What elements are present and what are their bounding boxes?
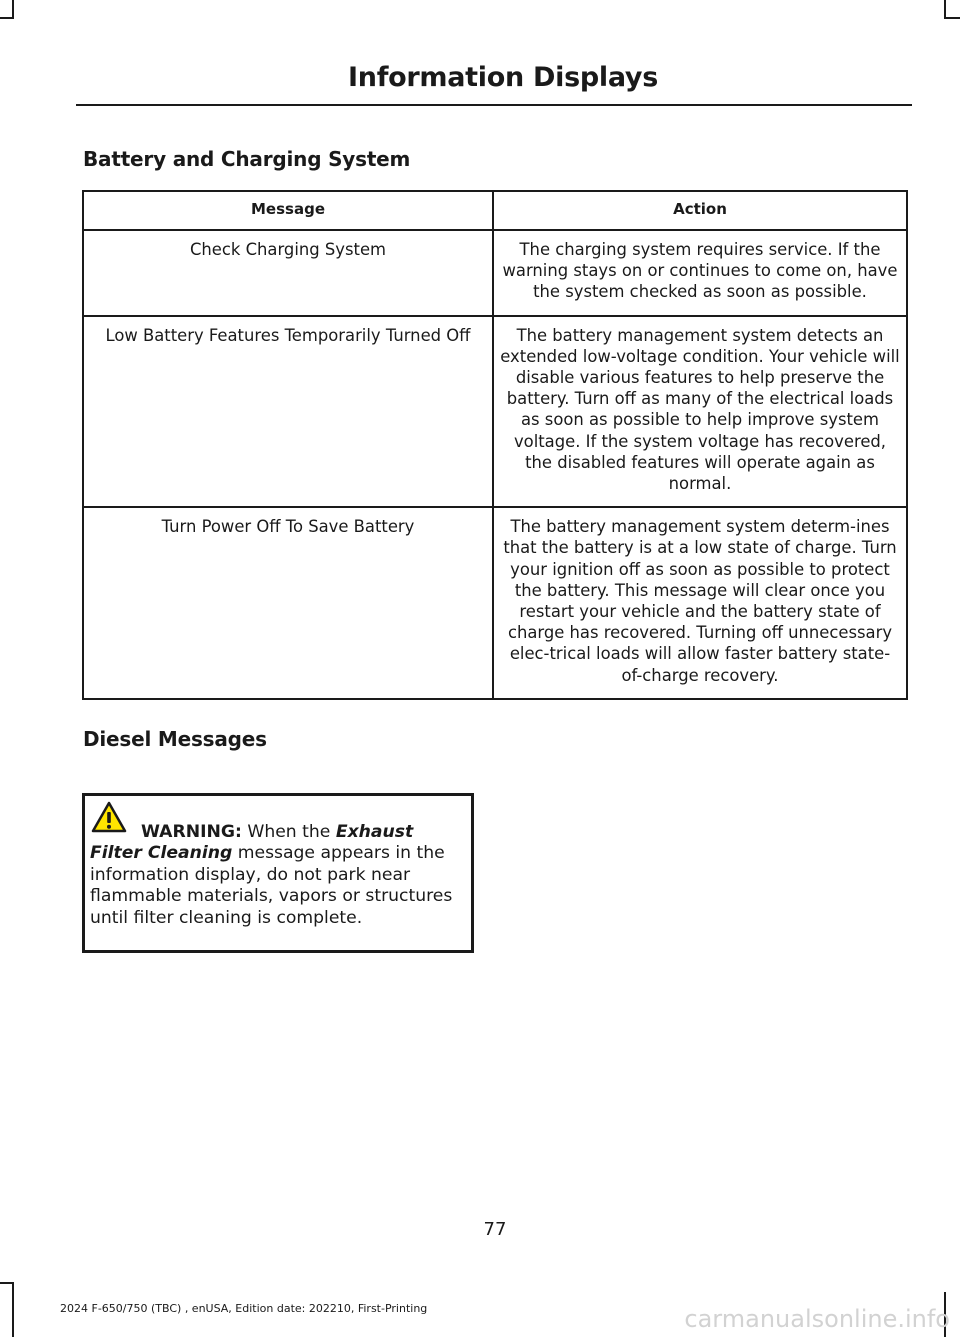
warning-triangle-icon bbox=[91, 801, 127, 833]
crop-mark bbox=[12, 1282, 14, 1337]
table-row bbox=[83, 507, 907, 699]
warning-text-after: message appears in the information display, do not park near flammable materials, vapors or structures until filter cleaning is complete. bbox=[90, 843, 453, 928]
action-cell: The charging system requires service. If the warning stays on or continues to come on, have the system checked as soon as possible. bbox=[493, 230, 907, 316]
warning-text-before: When the bbox=[241, 822, 336, 842]
page-header-title: Information Displays bbox=[348, 62, 658, 93]
crop-mark bbox=[0, 1282, 14, 1284]
header-divider bbox=[76, 104, 912, 106]
crop-mark bbox=[944, 0, 946, 17]
page-number: 77 bbox=[483, 1219, 507, 1240]
table-row bbox=[83, 316, 907, 508]
footer-edition-info: 2024 F-650/750 (TBC) , enUSA, Edition date: 202210, First-Printing bbox=[60, 1302, 428, 1315]
action-cell: The battery management system determ-ines that the battery is at a low state of charge. Turn your ignition off as soon as possible to protect the battery. This message will clear once you restart your vehicle and the battery state of charge has recovered. Turning off unnecessary elec-trical loads will allow faster battery state-of-charge recovery. bbox=[493, 507, 907, 699]
section-title-diesel: Diesel Messages bbox=[83, 727, 267, 751]
table-header-row bbox=[83, 191, 907, 230]
section-title-battery: Battery and Charging System bbox=[83, 147, 411, 171]
warning-emphasis: Exhaust Filter Cleaning bbox=[90, 822, 414, 864]
warning-text bbox=[90, 822, 466, 929]
crop-mark bbox=[944, 17, 960, 19]
battery-messages-table bbox=[82, 190, 908, 700]
watermark: carmanualsonline.info bbox=[684, 1305, 950, 1333]
table-row bbox=[83, 230, 907, 316]
message-cell: Turn Power Off To Save Battery bbox=[83, 507, 493, 699]
message-cell: Low Battery Features Temporarily Turned Off bbox=[83, 316, 493, 508]
column-header-action: Action bbox=[493, 191, 907, 230]
message-cell: Check Charging System bbox=[83, 230, 493, 316]
warning-box bbox=[82, 793, 474, 953]
crop-mark bbox=[0, 17, 14, 19]
crop-mark bbox=[12, 0, 14, 17]
column-header-message: Message bbox=[83, 191, 493, 230]
warning-label: WARNING: bbox=[141, 822, 242, 842]
action-cell: The battery management system detects an extended low-voltage condition. Your vehicle will disable various features to help preserve the battery. Turn off as many of the electrical loads as soon as possible to help improve system voltage. If the system voltage has recovered, the disabled features will operate again as normal. bbox=[493, 316, 907, 508]
